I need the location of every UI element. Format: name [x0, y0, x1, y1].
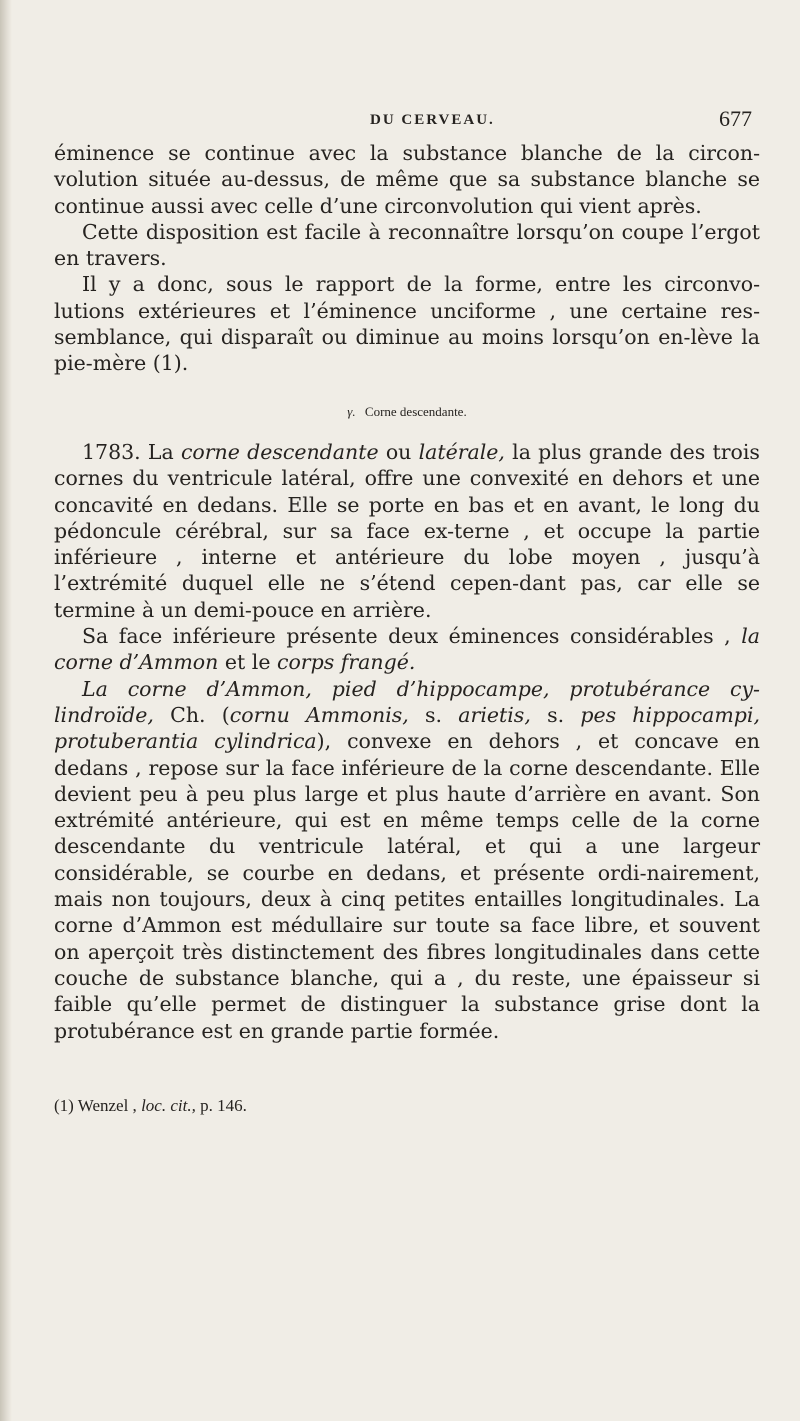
term-corne-descendante: corne descendante — [180, 439, 379, 464]
paragraph-number: 1783. La — [82, 439, 174, 464]
conjunction: ou — [385, 439, 412, 464]
paragraph-3: Il y a donc, sous le rapport de la forme, entre les circonvo-lutions extérieures et l’éminence unciforme , une certaine res-semblance, qui disparaît ou diminue au moins lorsqu’on en-lève la pie-mère (1). — [54, 272, 760, 376]
conjunction: et le — [224, 650, 271, 675]
term-synonyms: La corne d’Ammon, pied d’hippocampe, protubérance cy-lindroïde, — [54, 676, 760, 727]
footnote-page: p. 146. — [200, 1096, 247, 1115]
paragraph-4-rest: la plus grande des trois cornes du ventricule latéral, offre une convexité en dehors et une concavité en dedans. Elle se porte en bas et en avant, le long du pédoncule cérébral, sur sa face ex-terne , et occupe la partie inférieure , interne et antérieure du lobe moyen , jusqu’à l’extrémité duquel elle ne s’étend cepen-dant pas, car elle se termine à un demi-pouce en arrière. — [54, 439, 760, 622]
author-abbrev: Ch. ( — [170, 702, 230, 727]
paragraph-5 — [54, 623, 760, 676]
footnote-author: (1) Wenzel , — [54, 1096, 137, 1115]
paragraph-4 — [54, 439, 760, 623]
body-text — [54, 140, 760, 1044]
latin-term-3: pes hippocampi, protuberantia cylindrica — [54, 702, 760, 754]
latin-term-1: cornu Ammonis, — [229, 702, 409, 727]
page-number: 677 — [719, 106, 752, 131]
paragraph-5-start: Sa face inférieure présente deux éminences considérables , — [82, 624, 731, 649]
section-title: Corne descendante. — [364, 403, 467, 419]
section-heading — [54, 399, 760, 425]
latin-term-2: arietis, — [458, 702, 531, 727]
running-head: DU CERVEAU. — [370, 112, 495, 128]
paragraph-6 — [54, 676, 760, 1044]
paragraph-1: éminence se continue avec la substance blanche de la circon-volution située au-dessus, de même que sa substance blanche se continue aussi avec celle d’une circonvolution qui vient après. — [54, 141, 760, 218]
footnote-reference: loc. cit., — [141, 1096, 196, 1115]
paragraph-6-rest: ), convexe en dehors , et concave en dedans , repose sur la face inférieure de la corne descendante. Elle devient peu à peu plus large et plus haute d’arrière en avant. Son extrémité antérieure, qui est en même temps celle de la corne descendante du ventricule latéral, et qui a une largeur considérable, se courbe en dedans, et présente ordi-nairement, mais non toujours, deux à cinq petites entailles longitudinales. La corne d’Ammon est médullaire sur toute sa face libre, et souvent on aperçoit très distinctement des fibres longitudinales dans cette couche de substance blanche, qui a , du reste, une épaisseur si faible qu’elle permet de distinguer la substance grise dont la protubérance est en grande partie formée. — [54, 729, 760, 1043]
term-corne-ammon: la corne d’Ammon — [54, 624, 760, 675]
section-marker: γ. — [347, 403, 356, 419]
page-header — [252, 108, 752, 138]
abbrev-s-1: s. — [425, 702, 443, 727]
footnote — [54, 1096, 247, 1116]
paragraph-2: Cette disposition est facile à reconnaître lorsqu’on coupe l’ergot en travers. — [54, 219, 760, 271]
page-gutter-shadow — [0, 0, 12, 1421]
term-laterale: latérale, — [418, 439, 505, 464]
term-corps-frange: corps frangé. — [276, 650, 416, 675]
abbrev-s-2: s. — [547, 702, 565, 727]
